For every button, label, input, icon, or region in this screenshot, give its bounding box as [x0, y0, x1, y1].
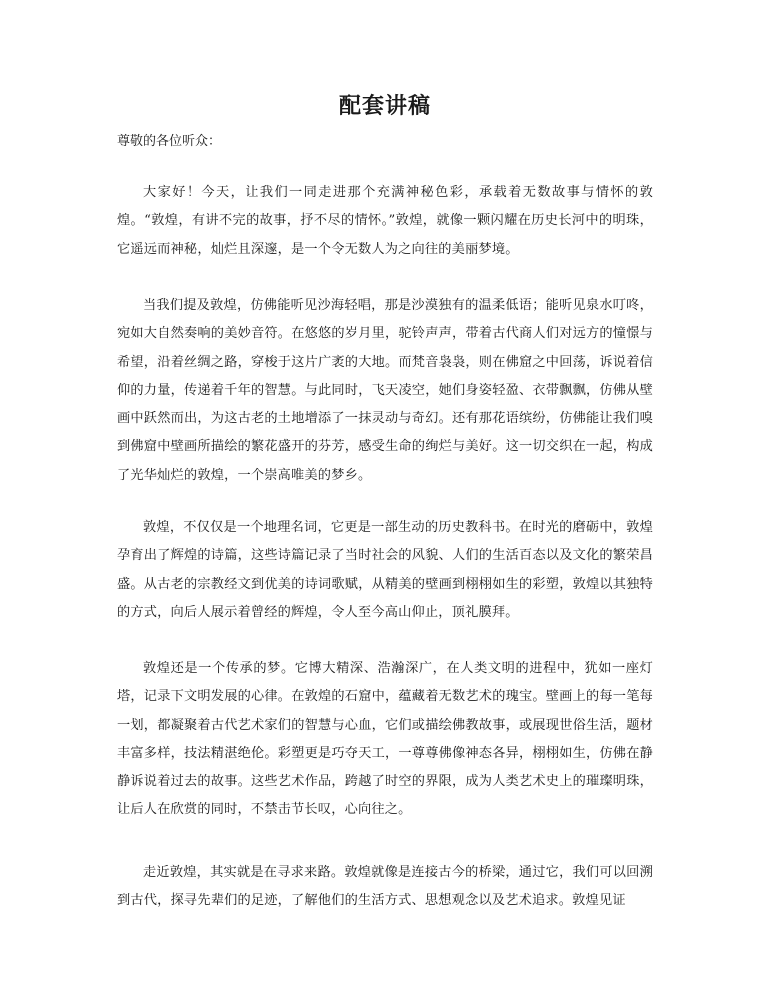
document-title: 配套讲稿 — [338, 93, 431, 119]
paragraph-origins: 走近敦煌，其实就是在寻求来路。敦煌就像是连接古今的桥梁，通过它，我们可以回溯到古代，探寻先辈们的足迹，了解他们的生活方式、思想观念以及艺术追求。敦煌见证 — [117, 865, 653, 909]
salutation: 尊敬的各位听众： — [117, 134, 222, 149]
paragraph-imagery: 当我们提及敦煌，仿佛能听见沙海轻唱，那是沙漠独有的温柔低语；能听见泉水叮咚，宛如大自然奏响的美妙音符。在悠悠的岁月里，驼铃声声，带着古代商人们对远方的憧憬与希望，沿着丝绸之路，穿梭于这片广袤的大地。而梵音袅袅，则在佛窟之中回荡，诉说着信仰的力量，传递着千年的智慧。与此同时，飞天凌空，她们身姿轻盈、衣带飘飘，仿佛从壁画中跃然而出，为这古老的土地增添了一抹灵动与奇幻。还有那花语缤纷，仿佛能让我们嗅到佛窟中壁画所描绘的繁花盛开的芬芳，感受生命的绚烂与美好。这一切交织在一起，构成了光华灿烂的敦煌，一个崇高唯美的梦乡。 — [117, 298, 653, 483]
paragraph-history: 敦煌，不仅仅是一个地理名词，它更是一部生动的历史教科书。在时光的磨砺中，敦煌孕育出了辉煌的诗篇，这些诗篇记录了当时社会的风貌、人们的生活百态以及文化的繁荣昌盛。从古老的宗教经文到优美的诗词歌赋，从精美的壁画到栩栩如生的彩塑，敦煌以其独特的方式，向后人展示着曾经的辉煌，令人至今高山仰止，顶礼膜拜。 — [117, 520, 653, 620]
paragraph-intro: 大家好！今天，让我们一同走进那个充满神秘色彩，承载着无数故事与情怀的敦煌。“敦煌，有讲不完的故事，抒不尽的情怀。”敦煌，就像一颗闪耀在历史长河中的明珠，它遥远而神秘，灿烂且深邃，是一个令无数人为之向往的美丽梦境。 — [117, 185, 653, 257]
paragraph-heritage: 敦煌还是一个传承的梦。它博大精深、浩瀚深广，在人类文明的进程中，犹如一座灯塔，记录下文明发展的心律。在敦煌的石窟中，蕴藏着无数艺术的瑰宝。壁画上的每一笔每一划，都凝聚着古代艺术家们的智慧与心血，它们或描绘佛教故事，或展现世俗生活，题材丰富多样，技法精湛绝伦。彩塑更是巧夺天工，一尊尊佛像神态各异，栩栩如生，仿佛在静静诉说着过去的故事。这些艺术作品，跨越了时空的界限，成为人类艺术史上的璀璨明珠，让后人在欣赏的同时，不禁击节长叹，心向往之。 — [117, 661, 653, 818]
